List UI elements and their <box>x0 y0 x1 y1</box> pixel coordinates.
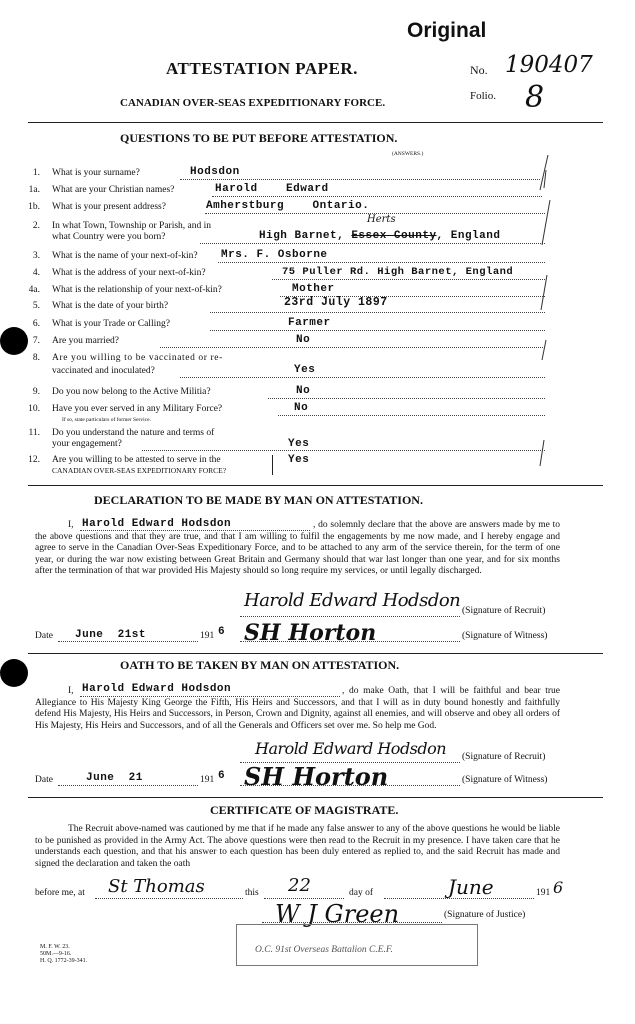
answer-part: , England <box>436 230 501 242</box>
answer-value: No <box>296 334 311 346</box>
question-text: What is your present address? <box>52 202 166 212</box>
question-number: 1a. <box>28 185 40 195</box>
question-text: Are you married? <box>52 336 119 346</box>
answer-line <box>180 377 545 378</box>
before-me-label: before me, at <box>35 888 85 898</box>
header-rule <box>28 122 603 123</box>
document-title: ATTESTATION PAPER. <box>166 59 358 78</box>
oath-i: I, <box>68 686 74 696</box>
answer-line <box>200 243 545 244</box>
answer-value: Mother <box>292 283 335 295</box>
question-note: If so, state particulars of former Service. <box>62 417 151 423</box>
answer-value: Yes <box>288 438 310 450</box>
oath-body: , do make Oath, that I will be faithful and bear true Allegiance to His Majesty King George the Fifth, His Heirs and Successors, and that I will as in duty bound honestly and faithfully defend His Majesty, His Heirs and Successors, in Person, Crown and Dignity, against all enemies, and will observe and obey all orders of His Majesty, His Heirs and Successors, and of all the Generals and Officers set over me. So help me God. <box>35 686 560 731</box>
oath-heading: OATH TO BE TAKEN BY MAN ON ATTESTATION. <box>120 658 400 672</box>
document-subtitle: CANADIAN OVER-SEAS EXPEDITIONARY FORCE. <box>120 97 386 109</box>
declaration-body: , do solemnly declare that the above are answers made by me to the above questions and that they are true, and that I am willing to fulfil the engagements by me now made, and I hereby engage and agree to serve in the Canadian Over-Seas Expeditionary Force, and to be attached to any arm of the service therein, for the term of one year, or during the war now existing between Great Britain and Germany should that war last longer than one year, and for six months after the termination of that war provided His Majesty should so long require my services, or until legally discharged. <box>35 520 560 576</box>
question-number: 12. <box>28 455 40 465</box>
answer-line <box>180 179 540 180</box>
oath-year-digit: 6 <box>218 770 226 782</box>
answer-value: Mrs. F. Osborne <box>221 249 328 261</box>
regimental-number: 190407 <box>505 52 593 78</box>
questions-bottom-rule <box>28 485 603 486</box>
question-text: what Country were you born? <box>52 232 166 242</box>
sig-witness-line <box>240 641 460 642</box>
answer-line <box>278 415 545 416</box>
declaration-i: I, <box>68 520 74 530</box>
answer-line <box>272 279 545 280</box>
question-number: 7. <box>32 336 40 346</box>
sig-recruit-line <box>240 616 460 617</box>
answer-line <box>160 347 545 348</box>
oath-sig-witness-line <box>240 785 460 786</box>
question-text: Do you understand the nature and terms of <box>52 428 215 438</box>
sig-witness-label: (Signature of Witness) <box>462 631 548 641</box>
magistrate-month: June <box>448 875 494 899</box>
question-text: What is the address of your next-of-kin? <box>52 268 206 278</box>
question-number: 4a. <box>28 285 40 295</box>
magistrate-text: The Recruit above-named was cautioned by me that if he made any false answer to any of the above questions he would be liable to be punished as provided in the Army Act. The above questions were then read to the Recruit in my presence. I have taken care that he understands each question, and that his answer to each question has been duly entered as replied to, and the said Recruit has made and signed the declaration and taken the oath <box>35 824 560 869</box>
oath-year-prefix: 191 <box>200 775 215 785</box>
answer-value: Amherstburg Ontario. <box>206 200 370 212</box>
answer-line <box>212 196 542 197</box>
magistrate-day: 22 <box>288 875 311 896</box>
answer-value: Harold Edward <box>215 183 329 195</box>
date-label: Date <box>35 631 53 641</box>
answer-struck: Essex County <box>351 230 437 242</box>
oath-text <box>35 686 560 732</box>
answer-line <box>210 330 545 331</box>
question-text: What is the name of your next-of-kin? <box>52 251 198 261</box>
answer-value: Yes <box>288 454 310 466</box>
declaration-name: Harold Edward Hodsdon <box>82 518 232 530</box>
question-text: your engagement? <box>52 439 122 449</box>
question-text: vaccinated and inoculated? <box>52 366 155 376</box>
oath-sig-recruit-label: (Signature of Recruit) <box>462 752 546 762</box>
place-line <box>95 898 243 899</box>
number-label: No. <box>470 63 488 77</box>
battalion-stamp <box>236 924 478 966</box>
question-text: In what Town, Township or Parish, and in <box>52 221 212 231</box>
question-number: 3. <box>32 251 40 261</box>
this-label: this <box>245 888 259 898</box>
question-text: Do you now belong to the Active Militia? <box>52 387 211 397</box>
day-of-label: day of <box>349 888 374 898</box>
sig-recruit-label: (Signature of Recruit) <box>462 606 546 616</box>
oath-date-label: Date <box>35 775 53 785</box>
question-text: Are you willing to be vaccinated or re- <box>52 353 223 363</box>
answer-part: High Barnet, <box>259 230 345 242</box>
question-number: 6. <box>32 319 40 329</box>
answer-value: Farmer <box>288 317 331 329</box>
answers-label: (ANSWERS.) <box>392 151 424 157</box>
question-text: Have you ever served in any Military Force? <box>52 404 223 414</box>
mag-year-digit: 6 <box>553 878 564 897</box>
day-line <box>264 898 344 899</box>
questions-heading: QUESTIONS TO BE PUT BEFORE ATTESTATION. <box>120 131 398 145</box>
question-number: 4. <box>32 268 40 278</box>
oath-recruit-signature: Harold Edward Hodsdon <box>255 739 447 758</box>
answer-value: Hodsdon <box>190 166 240 178</box>
declaration-text <box>35 520 560 578</box>
oath-sig-witness-label: (Signature of Witness) <box>462 775 548 785</box>
answer-line <box>142 450 545 451</box>
question-text: Are you willing to be attested to serve in the <box>52 455 221 465</box>
oath-bottom-rule <box>28 797 603 798</box>
answer-line <box>268 398 545 399</box>
original-stamp: Original <box>407 19 487 42</box>
question-text: What are your Christian names? <box>52 185 175 195</box>
sig-justice-line <box>262 922 442 923</box>
question-number: 5. <box>32 301 40 311</box>
oath-date-value: June 21 <box>86 772 143 784</box>
bracket <box>268 455 273 475</box>
magistrate-place: St Thomas <box>108 876 205 897</box>
question-text: CANADIAN OVER-SEAS EXPEDITIONARY FORCE? <box>52 466 227 475</box>
answer-insert: Herts <box>367 214 396 225</box>
sig-justice-label: (Signature of Justice) <box>444 910 526 920</box>
answer-line <box>218 262 545 263</box>
question-text: What is your Trade or Calling? <box>52 319 170 329</box>
form-code: M. F. W. 23. <box>40 944 70 950</box>
question-number: 10. <box>28 404 40 414</box>
justice-signature: W J Green <box>275 900 400 928</box>
year-prefix: 191 <box>200 631 215 641</box>
question-number: 2. <box>32 221 40 231</box>
answer-value <box>259 230 500 242</box>
recruit-signature: Harold Edward Hodsdon <box>244 590 461 611</box>
answer-line <box>210 312 545 313</box>
witness-signature: SH Horton <box>244 620 377 646</box>
answer-value: No <box>294 402 309 414</box>
year-digit: 6 <box>218 626 226 638</box>
magistrate-heading: CERTIFICATE OF MAGISTRATE. <box>210 803 399 817</box>
margin-check-marks <box>520 150 560 470</box>
oath-date-line <box>58 785 198 786</box>
folio-label: Folio. <box>470 90 496 102</box>
answer-value: 75 Puller Rd. High Barnet, England <box>282 266 514 278</box>
mag-year-prefix: 191 <box>536 888 551 898</box>
punch-hole-bottom <box>0 659 28 687</box>
form-code: 50M.—9-16. <box>40 951 72 957</box>
month-line <box>384 898 534 899</box>
question-text: What is your surname? <box>52 168 140 178</box>
question-text: What is the relationship of your next-of-kin? <box>52 285 222 295</box>
date-line <box>58 641 198 642</box>
date-value: June 21st <box>75 629 147 641</box>
oath-witness-signature: SH Horton <box>244 762 389 791</box>
answer-value: No <box>296 385 311 397</box>
folio-value: 8 <box>525 80 545 115</box>
form-code: H. Q. 1772-39-341. <box>40 958 88 964</box>
declaration-heading: DECLARATION TO BE MADE BY MAN ON ATTESTATION. <box>94 493 423 507</box>
answer-value: Yes <box>294 364 316 376</box>
question-number: 1. <box>32 168 40 178</box>
question-text: What is the date of your birth? <box>52 301 169 311</box>
question-number: 11. <box>28 428 40 438</box>
question-number: 8. <box>32 353 40 363</box>
question-number: 1b. <box>28 202 40 212</box>
answer-value: 23rd July 1897 <box>284 296 388 309</box>
oath-name: Harold Edward Hodsdon <box>82 683 232 695</box>
stamp-text: O.C. 91st Overseas Battalion C.E.F. <box>255 945 393 955</box>
declaration-bottom-rule <box>28 653 603 654</box>
question-number: 9. <box>32 387 40 397</box>
